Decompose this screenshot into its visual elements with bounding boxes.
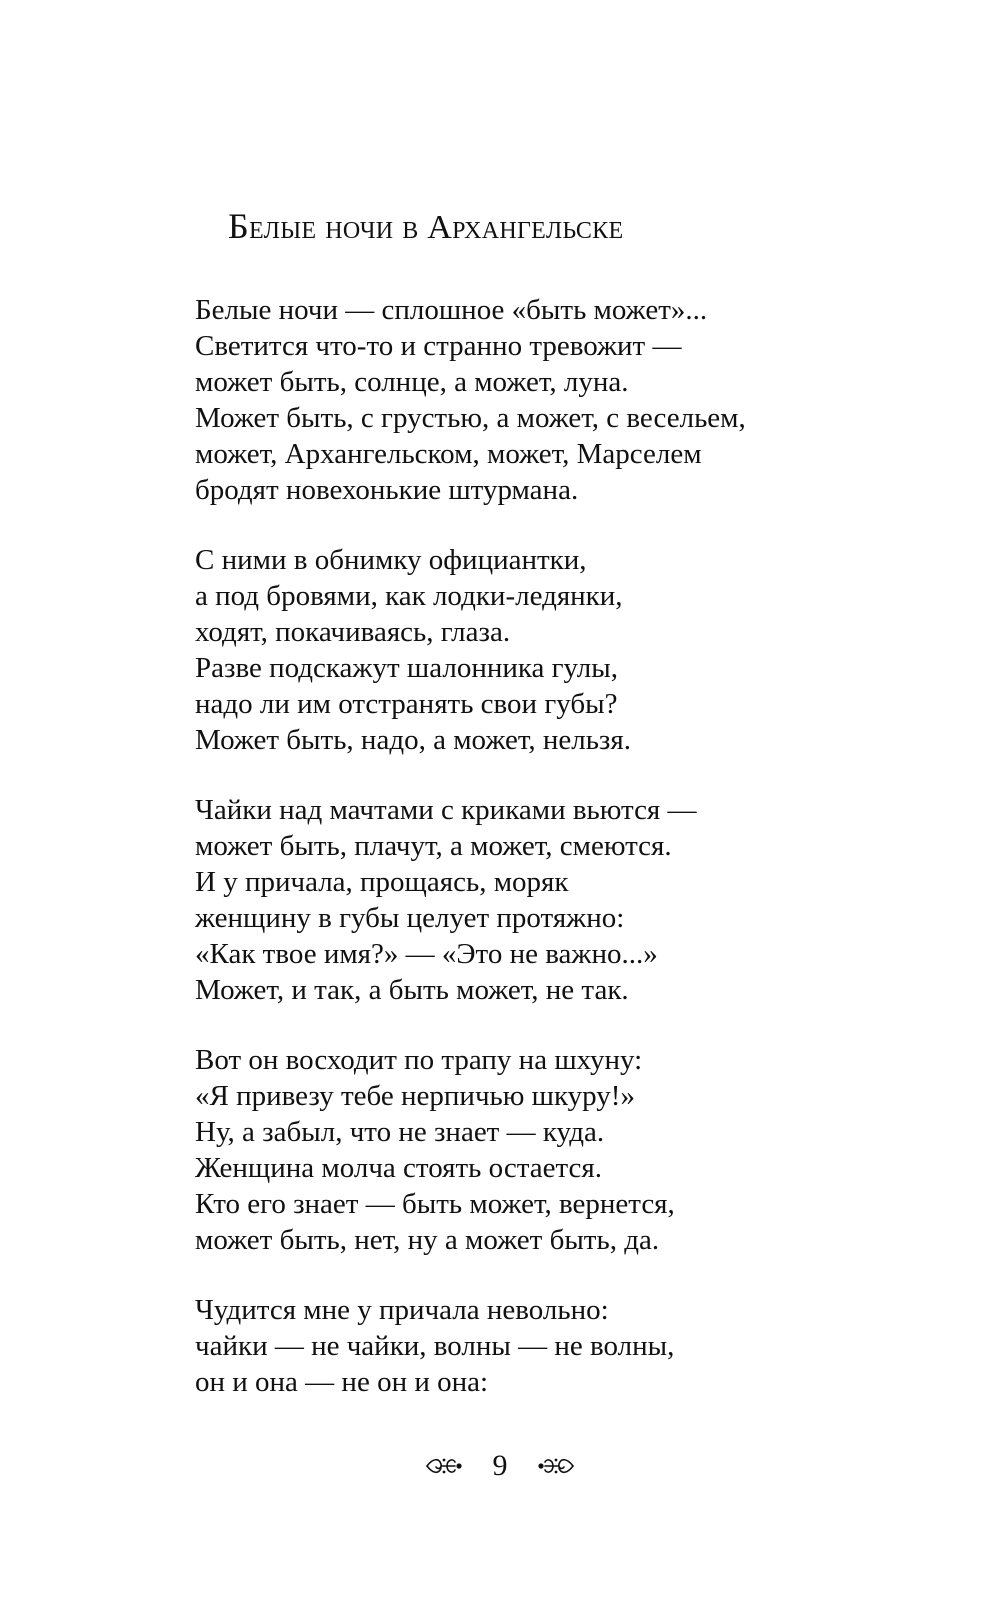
- stanza-1: [195, 292, 895, 508]
- poem-line: Женщина молча стоять остается.: [195, 1152, 602, 1184]
- poem-line: он и она — не он и она:: [195, 1366, 489, 1398]
- poem-line: Белые ночи — сплошное «быть может»...: [195, 294, 708, 326]
- page-footer: [0, 1446, 1000, 1484]
- poem-line: Ну, а забыл, что не знает — куда.: [195, 1116, 605, 1148]
- floral-ornament-icon: [535, 1454, 575, 1478]
- poem-line: чайки — не чайки, волны — не волны,: [195, 1330, 675, 1362]
- poem-line: «Я привезу тебе нерпичью шкуру!»: [195, 1080, 635, 1112]
- title-initial: Б: [228, 206, 249, 246]
- poem-line: Вот он восходит по трапу на шхуну:: [195, 1044, 643, 1076]
- stanza-5: [195, 1292, 895, 1400]
- title-rest: елые ночи в Архангельске: [248, 209, 624, 246]
- poem-line: бродят новехонькие штурмана.: [195, 474, 579, 506]
- poem-line: женщину в губы целует протяжно:: [195, 902, 625, 934]
- stanza-3: [195, 792, 895, 1008]
- poem-line: может быть, солнце, а может, луна.: [195, 366, 629, 398]
- poem-line: Разве подскажут шалонника гулы,: [195, 652, 618, 684]
- stanza-2: [195, 542, 895, 758]
- poem-title: [228, 206, 623, 248]
- poem-line: Чайки над мачтами с криками вьются —: [195, 794, 697, 826]
- stanza-4: [195, 1042, 895, 1258]
- poem-line: Светится что-то и странно тревожит —: [195, 330, 682, 362]
- poem-line: Чудится мне у причала невольно:: [195, 1294, 609, 1326]
- poem-line: Может, и так, а быть может, не так.: [195, 974, 629, 1006]
- poem-line: может быть, плачут, а может, смеются.: [195, 830, 672, 862]
- poem-line: может, Архангельском, может, Марселем: [195, 438, 702, 470]
- poem-line: С ними в обнимку официантки,: [195, 544, 587, 576]
- poem-line: Может быть, с грустью, а может, с весельем,: [195, 402, 746, 434]
- floral-ornament-icon: [425, 1454, 465, 1478]
- poem-line: а под бровями, как лодки-ледянки,: [195, 580, 623, 612]
- poem-line: «Как твое имя?» — «Это не важно...»: [195, 938, 658, 970]
- poem-body: [195, 292, 895, 1434]
- poem-line: ходят, покачиваясь, глаза.: [195, 616, 511, 648]
- poem-line: надо ли им отстранять свои губы?: [195, 688, 618, 720]
- poem-line: Кто его знает — быть может, вернется,: [195, 1188, 675, 1220]
- poem-line: Может быть, надо, а может, нельзя.: [195, 724, 631, 756]
- poem-line: И у причала, прощаясь, моряк: [195, 866, 569, 898]
- page-number: 9: [492, 1449, 508, 1483]
- poem-line: может быть, нет, ну а может быть, да.: [195, 1224, 660, 1256]
